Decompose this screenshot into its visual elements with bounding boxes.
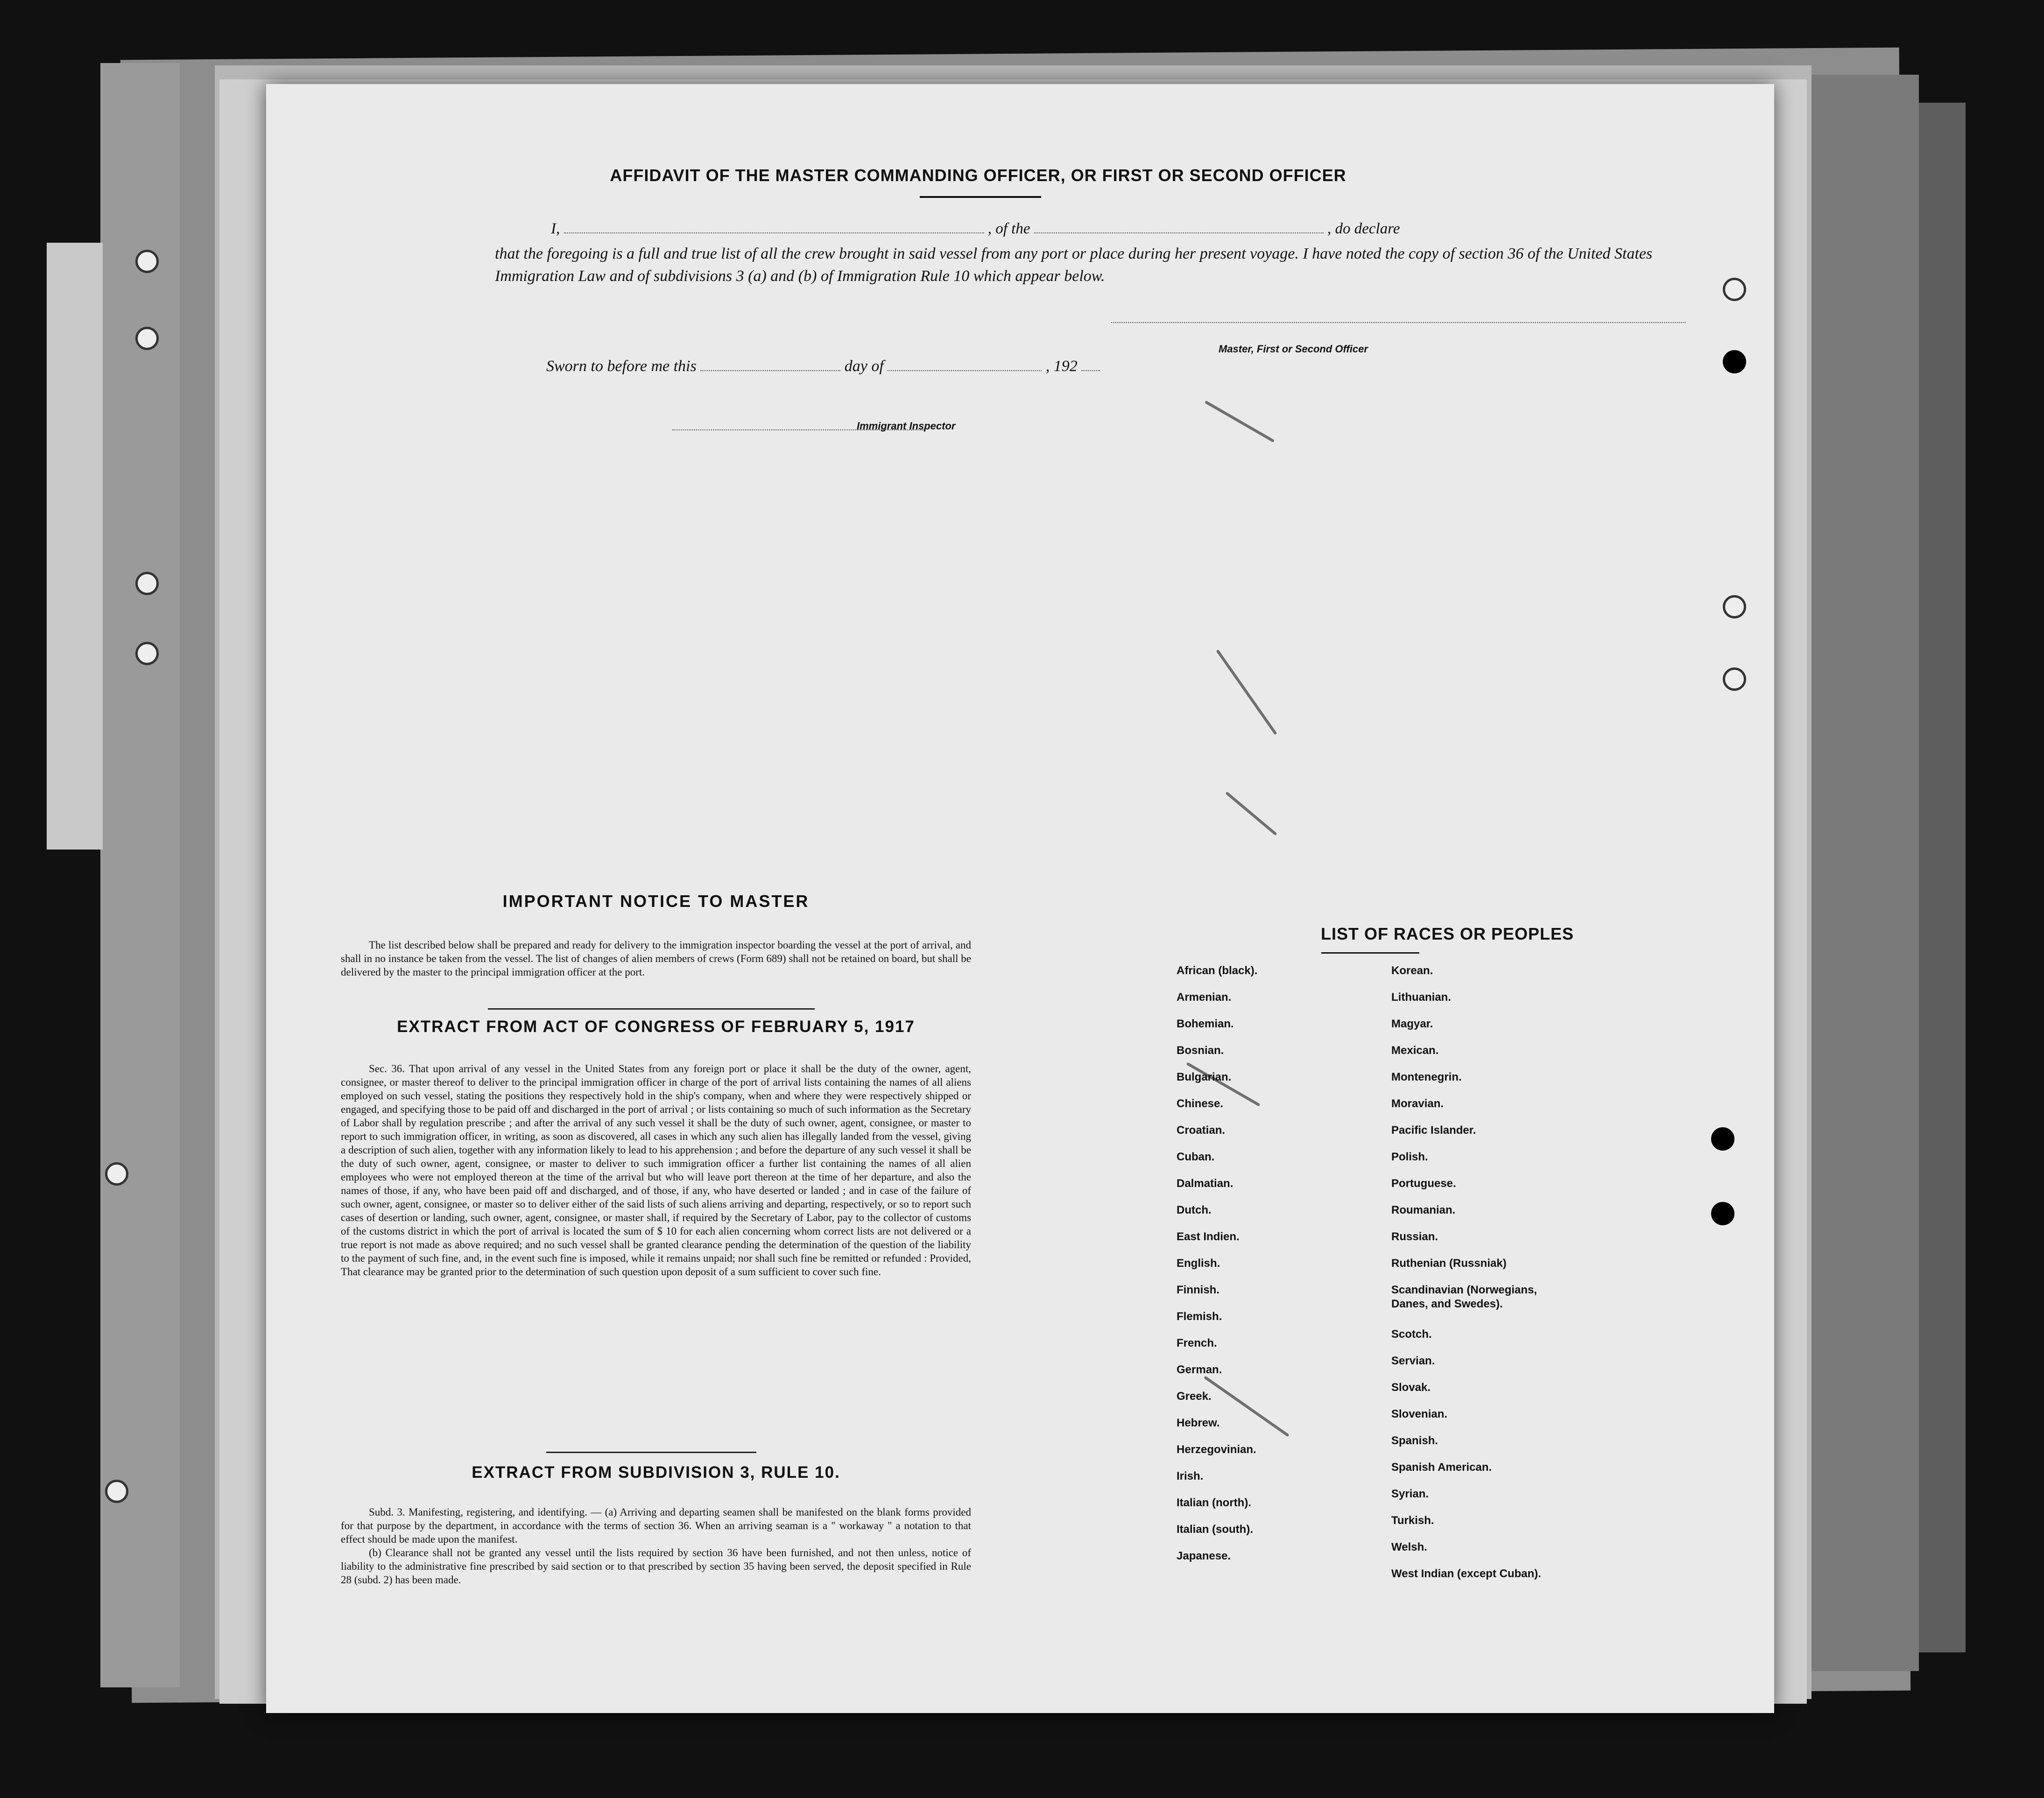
page-hole [1723,278,1746,301]
rule-paragraph-a: Subd. 3. Manifesting, registering, and identifying. — (a) Arriving and departing seamen shall be manifested on the blank forms provided for that purpose by the department, in accordance with the terms of section 36. When an arriving seaman is a " workaway " a notation to that effect should be made upon the manifest. [341,1506,971,1545]
race-item: Servian. [1391,1355,1435,1367]
races-right-column [1391,964,1653,1594]
affidavit-page [266,84,1774,1713]
sworn-day-of: day of [844,358,884,375]
race-item: Russian. [1391,1230,1438,1243]
race-item: Flemish. [1177,1310,1222,1323]
act-paragraph: Sec. 36. That upon arrival of any vessel in the United States from any foreign port or place it shall be the duty of the owner, agent, consignee, or master thereof to deliver to the principal immigration officer in charge of the port of arrival lists containing the names of all aliens employed on such vessel, stating the positions they respectively hold in the ship's company, when and where they were respectively shipped or engaged, and specifying those to be paid off and discharged in the port of arrival ; or lists containing so much of such information as the Secretary of Labor shall by regulation prescribe ; and after the arrival of any such vessel it shall be the duty of such owner, agent, consignee, or master to report to such immigration officer, in writing, as soon as discovered, all cases in which any such alien has illegally landed from the vessel, giving a description of such alien, together with any information likely to lead to his apprehension ; and before the departure of any such vessel it shall be the duty of such owner, agent, consignee, or master to deliver to such immigration officer a further list containing the names of all alien employees who were not employed thereon at the time of the arrival but who will leave port thereon at the time of her departure, and also the names of those, if any, who have been paid off and discharged, and of those, if any, who have deserted or landed ; and in case of the failure of such owner, agent, consignee, or master so to deliver either of the said lists of such aliens arriving and departing, respectively, or so to report such cases of desertion or landing, such owner, agent, consignee, or master shall, if required by the Secretary of Labor, pay to the collector of customs of the customs district in which the port of arrival is located the sum of $ 10 for each alien concerning whom correct lists are not delivered or a true report is not made as above required; and no such vessel shall be granted clearance pending the determination of the question of the liability to the payment of such fine, and, in the event such fine is imposed, while it remains unpaid; nor shall such fine be remitted or refunded : Provided, That clearance may be granted prior to the determination of such question upon deposit of a sum sufficient to cover such fine. [341,1063,971,1278]
sworn-line [546,357,1100,375]
page-hole [1711,1202,1734,1225]
page-hole [1723,667,1746,691]
race-item: Scandinavian (Norwegians, Danes, and Swedes). [1391,1284,1537,1310]
races-left-column [1177,964,1387,1576]
race-item: West Indian (except Cuban). [1391,1567,1541,1580]
race-item: Portuguese. [1391,1177,1456,1190]
sworn-month-blank [888,357,1042,371]
race-item: Roumanian. [1391,1204,1456,1216]
race-item: Cuban. [1177,1151,1215,1163]
binder-hole [135,642,159,665]
page-hole [1723,595,1746,618]
rule-paragraph-b: (b) Clearance shall not be granted any vessel until the lists required by section 36 have been furnished, and not then unless, notice of liability to the administrative fine prescribed by said section or to that prescribed by section 35 having been served, the deposit specified in Rule 28 (subd. 2) has been made. [341,1547,971,1586]
race-item: Irish. [1177,1470,1204,1482]
binder-hole [135,327,159,350]
inspector-label: Immigrant Inspector [857,420,956,432]
race-item: Hebrew. [1177,1417,1220,1429]
race-item: East Indien. [1177,1230,1240,1243]
race-item: Montenegrin. [1391,1071,1462,1083]
act-rule [546,1452,756,1453]
race-item: Polish. [1391,1151,1428,1163]
race-item: Lithuanian. [1391,991,1451,1004]
declaration-do-declare: , do declare [1327,220,1400,237]
binder-hole [105,1162,128,1186]
races-title: LIST OF RACES OR PEOPLES [1320,924,1574,943]
page-hole [1711,1127,1734,1151]
race-item: Korean. [1391,964,1433,977]
race-item: Chinese. [1177,1097,1224,1110]
race-item: Japanese. [1177,1550,1231,1562]
race-item: German. [1177,1363,1222,1376]
race-item: Bosnian. [1177,1044,1224,1057]
notice-title: IMPORTANT NOTICE TO MASTER [502,892,810,911]
sworn-year-blank [1081,357,1100,371]
race-item: Italian (south). [1177,1523,1253,1536]
sworn-day-blank [700,357,840,371]
signature-label: Master, First or Second Officer [1219,343,1368,355]
sworn-prefix: Sworn to before me this [546,358,697,375]
declaration-i: I, [551,220,560,237]
race-item: Scotch. [1391,1328,1432,1341]
race-item: Herzegovinian. [1177,1443,1256,1456]
race-item: Armenian. [1177,991,1232,1004]
race-item: Slovenian. [1391,1408,1448,1420]
notice-rule [488,1008,815,1010]
race-item: Slovak. [1391,1381,1431,1394]
race-item: Dalmatian. [1177,1177,1233,1190]
race-item: Ruthenian (Russniak) [1391,1257,1507,1270]
race-item: Turkish. [1391,1514,1434,1527]
declaration-line [495,219,1681,238]
page-hole [1723,350,1746,373]
act-title: EXTRACT FROM ACT OF CONGRESS OF FEBRUARY 5, 1917 [397,1018,915,1036]
race-item: Spanish American. [1391,1461,1492,1474]
race-item: Spanish. [1391,1434,1438,1447]
race-item: Pacific Islander. [1391,1124,1476,1137]
affidavit-title: AFFIDAVIT OF THE MASTER COMMANDING OFFICER, OR FIRST OR SECOND OFFICER [610,166,1346,185]
races-rule [1321,952,1419,954]
race-item: Finnish. [1177,1284,1219,1296]
binder-hole [105,1480,128,1503]
race-item: Syrian. [1391,1488,1429,1500]
race-item: African (black). [1177,964,1258,977]
binder-hole [135,572,159,595]
race-item: Greek. [1177,1390,1212,1403]
race-item: Italian (north). [1177,1496,1251,1509]
rule-title: EXTRACT FROM SUBDIVISION 3, RULE 10. [472,1463,840,1482]
act-text [341,1062,971,1278]
name-blank [564,219,984,233]
race-item: Croatian. [1177,1124,1226,1137]
binder-hole [135,250,159,273]
rule-text [341,1505,971,1587]
race-item: Bulgarian. [1177,1071,1232,1083]
notice-paragraph: The list described below shall be prepared and ready for delivery to the immigration inspector boarding the vessel at the port of arrival, and shall in no instance be taken from the vessel. The list of changes of alien members of crews (Form 689) shall not be retained on board, but shall be delivered by the master to the principal immigration officer at the port. [341,939,971,978]
race-item: Dutch. [1177,1204,1212,1216]
race-item: Moravian. [1391,1097,1444,1110]
pencil-mark [1205,400,1275,442]
race-item: Bohemian. [1177,1018,1234,1030]
vessel-blank [1034,219,1324,233]
race-item: English. [1177,1257,1220,1270]
declaration-of-the: , of the [987,220,1030,237]
left-binder-strip [100,63,180,1687]
race-item: Mexican. [1391,1044,1439,1057]
race-item: Welsh. [1391,1541,1427,1553]
declaration-body: that the foregoing is a full and true list of all the crew brought in said vessel from any port or place during her present voyage. I have noted the copy of section 36 of the United States Immigration Law and of subdivisions 3 (a) and (b) of Immigration Rule 10 which appear below. [495,245,1653,285]
race-item: Magyar. [1391,1018,1433,1030]
title-rule [920,196,1041,198]
race-item: French. [1177,1337,1217,1349]
sworn-year: , 192 [1045,358,1078,375]
pencil-mark [1216,649,1277,735]
pencil-mark [1225,792,1277,836]
left-paper-tab [47,243,103,850]
signature-line [1111,322,1685,323]
notice-text [341,938,971,979]
